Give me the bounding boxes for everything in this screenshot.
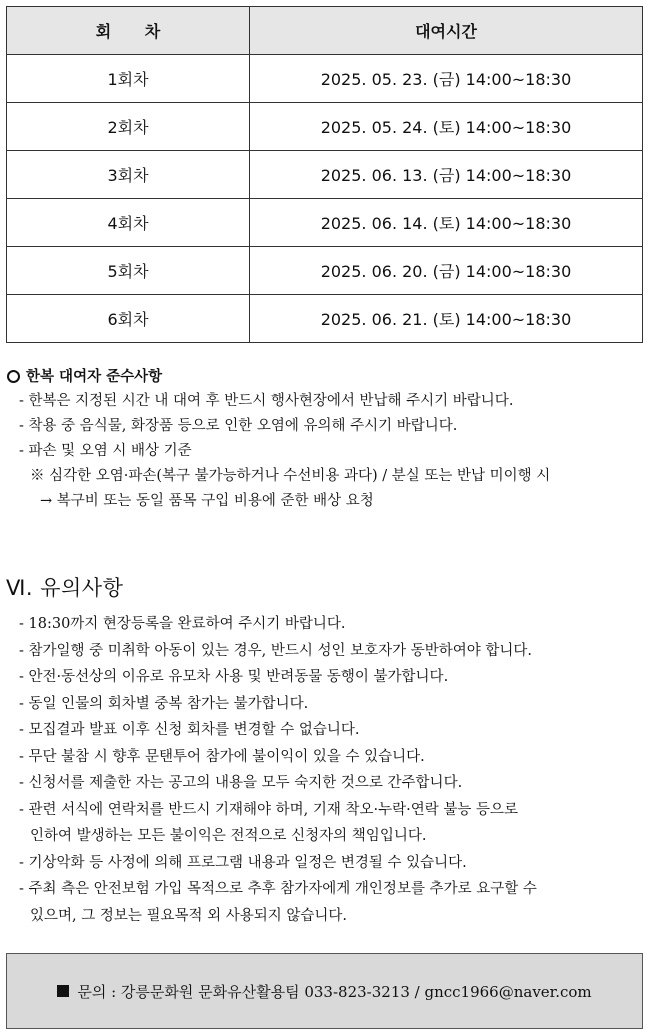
damage-note: ※ 심각한 오염·파손(복구 불가능하거나 수선비용 과다) / 분실 또는 반납 미이행 시: [30, 468, 551, 484]
notes-heading: Ⅵ. 유의사항: [6, 576, 124, 600]
rule-item: - 한복은 지정된 시간 내 대여 후 반드시 행사현장에서 반납해 주시기 바랍니다.: [19, 393, 514, 409]
time-cell: 2025. 06. 13. (금) 14:00~18:30: [250, 151, 643, 199]
square-bullet-icon: [57, 985, 69, 997]
list-item: - 동일 인물의 회차별 중복 참가는 불가합니다.: [19, 695, 309, 712]
list-item: - 안전·동선상의 이유로 유모차 사용 및 반려동물 동행이 불가합니다.: [19, 669, 449, 685]
list-item: - 관련 서식에 연락처를 반드시 기재해야 하며, 기재 착오·누락·연락 불능 등으로: [19, 801, 519, 818]
round-cell: 2회차: [7, 103, 250, 151]
list-item: - 참가일행 중 미취학 아동이 있는 경우, 반드시 성인 보호자가 동반하여야 합니다.: [19, 642, 533, 659]
contact-text: 문의 : 강릉문화원 문화유산활용팀 033-823-3213 / gncc1966@naver.com: [77, 982, 592, 1001]
round-cell: 5회차: [7, 247, 250, 295]
time-cell: 2025. 05. 23. (금) 14:00~18:30: [250, 55, 643, 103]
header-round: 회 차: [7, 7, 250, 55]
time-cell: 2025. 06. 20. (금) 14:00~18:30: [250, 247, 643, 295]
rental-schedule-table: [6, 6, 643, 343]
rules-title-text: 한복 대여자 준수사항: [26, 368, 163, 385]
list-item: - 18:30까지 현장등록을 완료하여 주시기 바랍니다.: [19, 616, 346, 632]
round-cell: 4회차: [7, 199, 250, 247]
round-cell: 3회차: [7, 151, 250, 199]
circle-bullet-icon: [7, 370, 20, 383]
contact-box: [6, 953, 643, 1029]
table-row: [7, 295, 643, 343]
table-row: [7, 55, 643, 103]
damage-note-continuation: → 복구비 또는 동일 품목 구입 비용에 준한 배상 요청: [40, 493, 374, 509]
time-cell: 2025. 06. 14. (토) 14:00~18:30: [250, 199, 643, 247]
table-row: [7, 103, 643, 151]
list-item: - 모집결과 발표 이후 신청 회차를 변경할 수 없습니다.: [19, 722, 360, 738]
list-item: - 주최 측은 안전보험 가입 목적으로 추후 참가자에게 개인정보를 추가로 요구할 수: [19, 881, 537, 897]
list-item: - 신청서를 제출한 자는 공고의 내용을 모두 숙지한 것으로 간주합니다.: [19, 775, 463, 791]
table-row: [7, 199, 643, 247]
list-item: - 무단 불참 시 향후 문탠투어 참가에 불이익이 있을 수 있습니다.: [19, 748, 425, 765]
list-item: - 기상악화 등 사정에 의해 프로그램 내용과 일정은 변경될 수 있습니다.: [19, 854, 467, 871]
table-header-row: [7, 7, 643, 55]
rule-item: - 파손 및 오염 시 배상 기준: [19, 443, 192, 459]
time-cell: 2025. 05. 24. (토) 14:00~18:30: [250, 103, 643, 151]
header-rental-time: 대여시간: [250, 7, 643, 55]
list-item-continuation: 인하여 발생하는 모든 불이익은 전적으로 신청자의 책임입니다.: [30, 828, 427, 844]
hanbok-rules-section: [6, 364, 646, 514]
round-cell: 1회차: [7, 55, 250, 103]
round-cell: 6회차: [7, 295, 250, 343]
rule-item: - 착용 중 음식물, 화장품 등으로 인한 오염에 유의해 주시기 바랍니다.: [19, 418, 458, 434]
time-cell: 2025. 06. 21. (토) 14:00~18:30: [250, 295, 643, 343]
list-item-continuation: 있으며, 그 정보는 필요목적 외 사용되지 않습니다.: [30, 907, 348, 924]
table-row: [7, 247, 643, 295]
rules-title: [6, 364, 646, 389]
table-row: [7, 151, 643, 199]
notes-list: [6, 611, 646, 929]
